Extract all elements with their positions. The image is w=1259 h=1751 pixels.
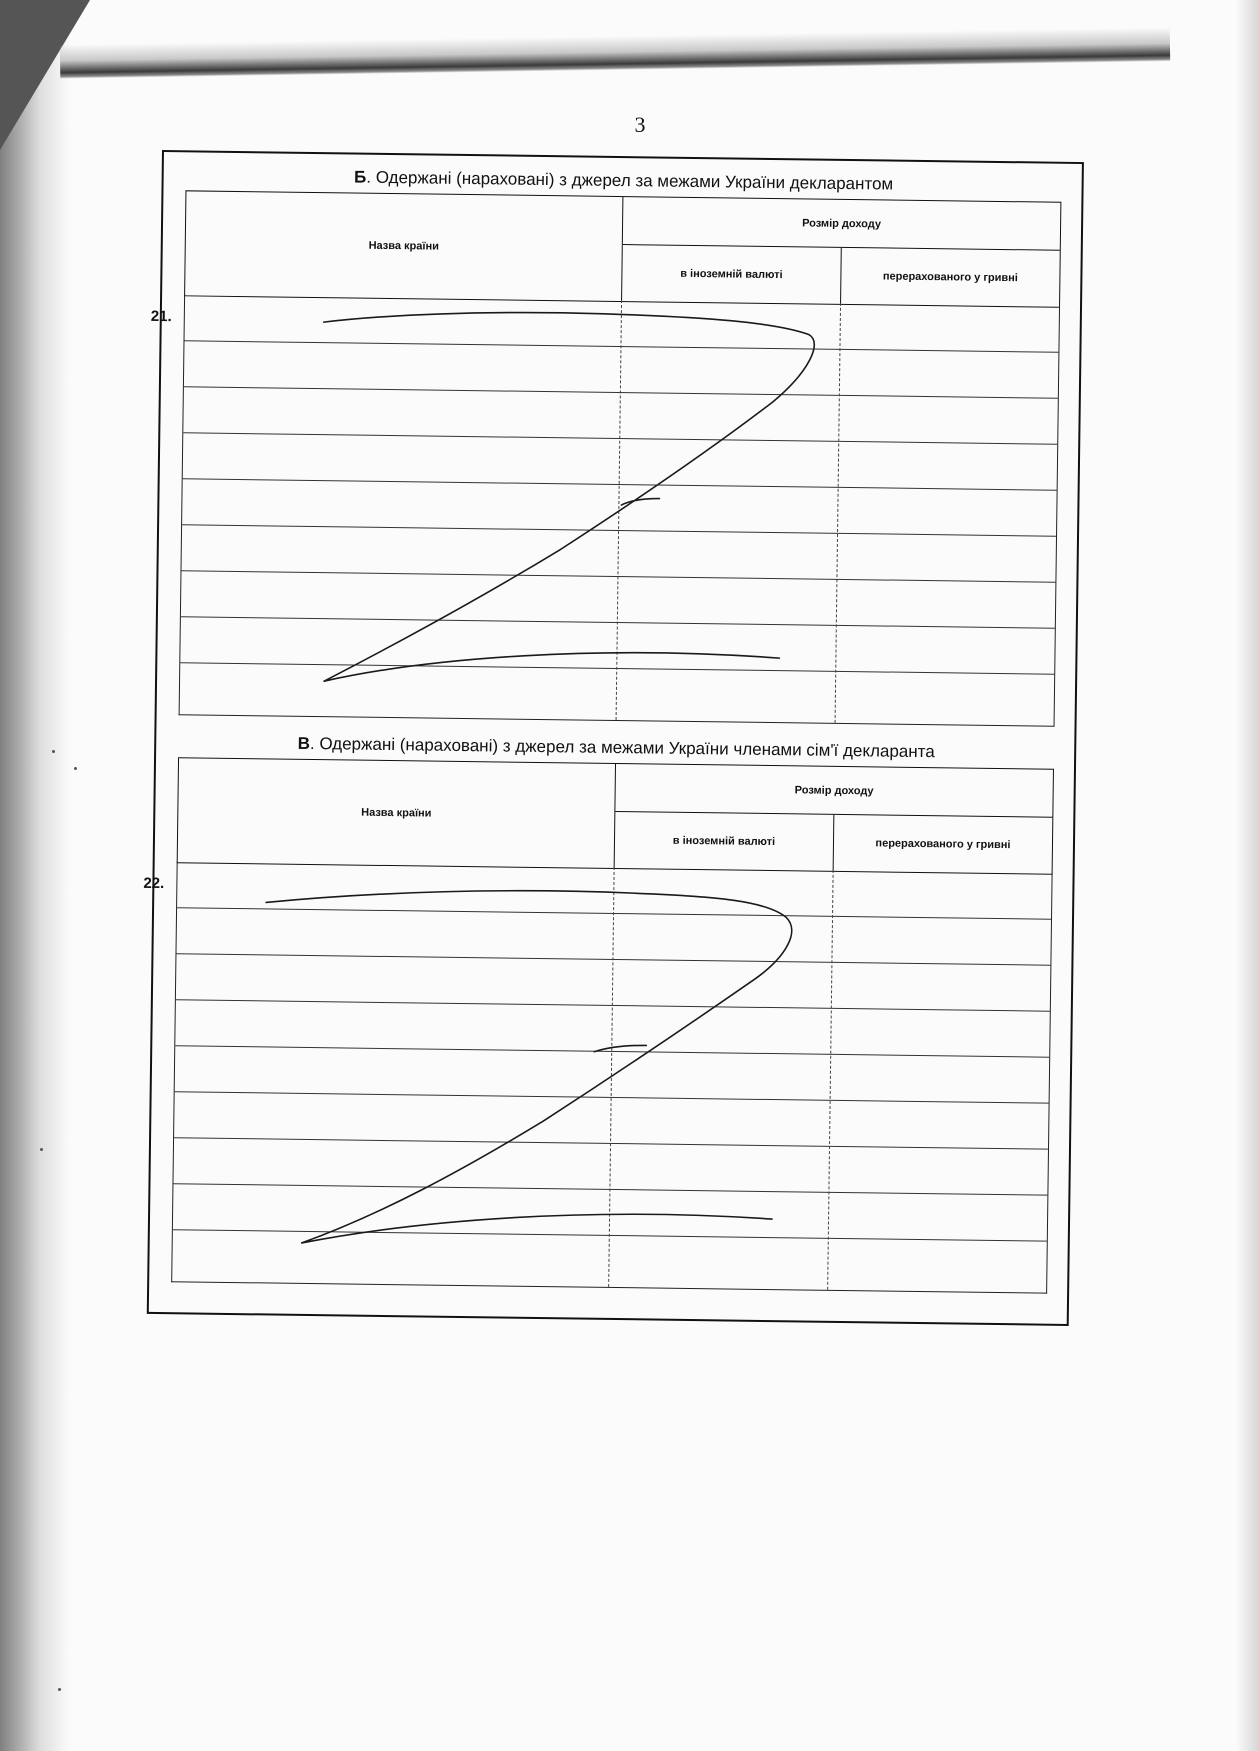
section-b-income-size-title xyxy=(623,197,1061,251)
section-b-foreign-currency-label: в іноземній валюті xyxy=(680,267,783,282)
section-b-uah-header xyxy=(841,248,1060,307)
section-v-foreign-currency-label: в іноземній валюті xyxy=(672,834,776,849)
section-v-uah-header xyxy=(834,815,1053,874)
section-v-title-text: . Одержані (нараховані) з джерел за межами України членами сім'ї декларанта xyxy=(309,733,935,762)
section-b-country-header xyxy=(185,191,623,301)
scan-shadow-top xyxy=(60,27,1170,78)
section-b-title-text: . Одержані (нараховані) з джерел за межами України декларантом xyxy=(366,167,894,194)
section-v-family-foreign-income xyxy=(143,727,1054,1293)
scan-shadow-right xyxy=(1236,0,1259,1751)
section-v-uah-label: перерахованого у гривні xyxy=(875,837,1011,852)
section-v-country-header xyxy=(178,758,616,868)
scan-speck xyxy=(52,750,55,753)
section-b-table xyxy=(150,190,1062,726)
section-b-table-header xyxy=(184,190,1061,307)
section-v-income-size-label: Розмір доходу xyxy=(794,783,874,797)
section-b-foreign-currency-header xyxy=(622,245,842,304)
section-b-country-label: Назва країни xyxy=(368,239,439,253)
section-b-declarant-foreign-income xyxy=(150,160,1062,726)
section-v-foreign-currency-header xyxy=(615,812,835,871)
scan-speck xyxy=(58,1688,61,1691)
section-v-income-size-header xyxy=(615,764,1053,874)
declaration-form-frame xyxy=(143,150,1084,1326)
section-b-income-size-label: Розмір доходу xyxy=(802,216,882,230)
scan-shadow-left xyxy=(0,0,70,1751)
section-v-letter: В xyxy=(297,733,311,753)
section-v-row-number: 22. xyxy=(143,874,165,893)
section-b-income-size-header xyxy=(622,197,1060,307)
section-v-table xyxy=(143,757,1054,1293)
scan-speck xyxy=(74,767,77,770)
section-v-table-header xyxy=(177,757,1054,874)
section-v-table-body xyxy=(143,861,1052,1293)
section-b-table-body xyxy=(150,294,1060,726)
section-v-income-size-title xyxy=(615,764,1053,818)
section-b-letter: Б xyxy=(353,167,367,187)
section-b-row-number: 21. xyxy=(150,307,172,326)
page-number: 3 xyxy=(634,112,646,137)
scan-speck xyxy=(40,1148,43,1151)
section-b-uah-label: перерахованого у гривні xyxy=(882,270,1018,285)
section-v-country-label: Назва країни xyxy=(361,806,432,820)
